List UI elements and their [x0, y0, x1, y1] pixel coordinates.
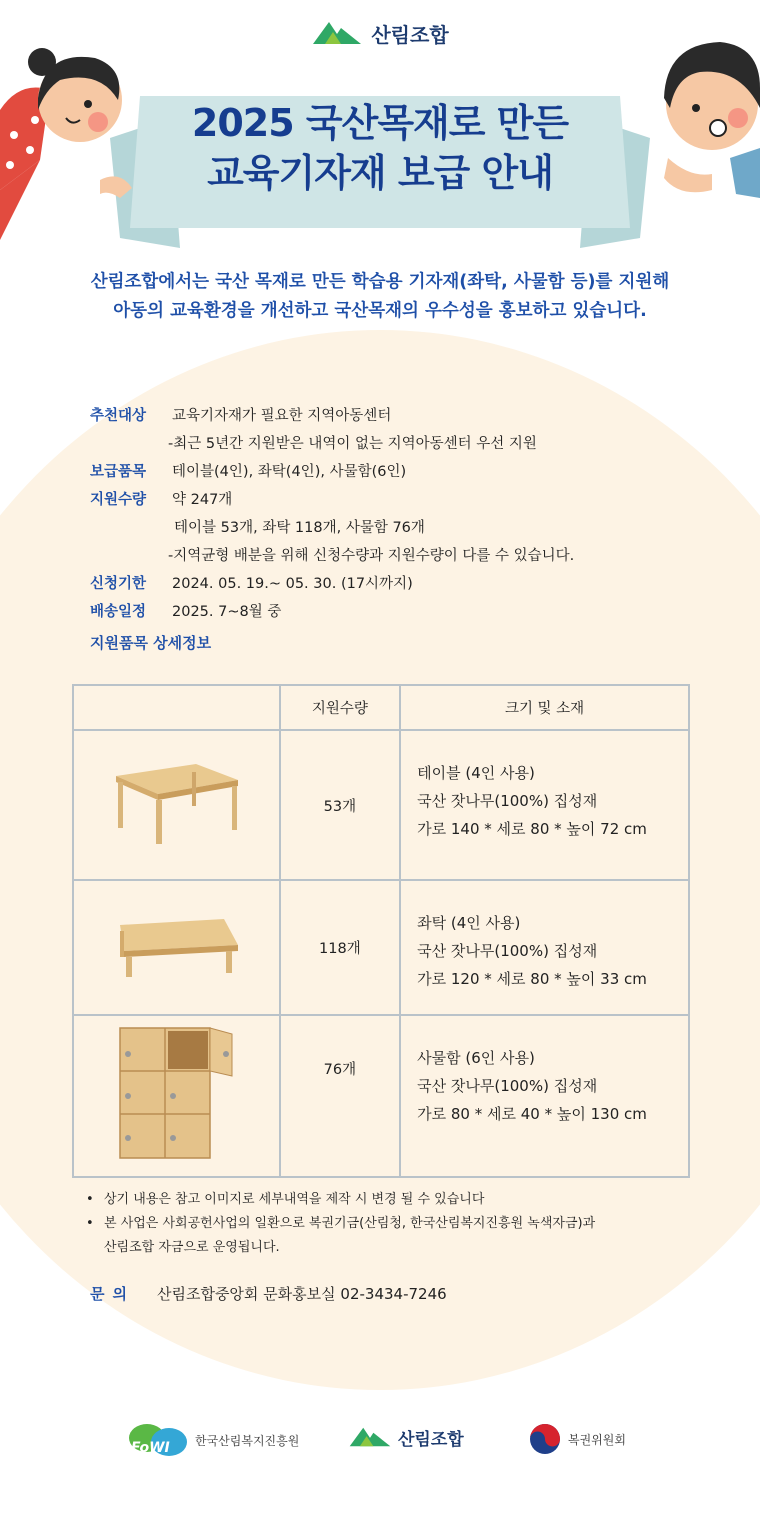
notes-list — [86, 1188, 726, 1260]
note-item: • 본 사업은 사회공헌사업의 일환으로 복권기금(산림청, 한국산림복지진흥원 녹색자금)과 산림조합 자금으로 운영됩니다. — [86, 1212, 726, 1260]
table-image-cell — [73, 730, 280, 880]
page-title: 2025 국산목재로 만든 교육기자재 보급 안내 — [191, 101, 569, 195]
spec-cell: 좌탁 (4인 사용) 국산 잣나무(100%) 집성재 가로 120 * 세로 80 * 높이 33 cm — [400, 880, 689, 1015]
table-image-cell — [73, 880, 280, 1015]
footer-logos — [0, 1410, 760, 1470]
boy-illustration — [640, 28, 760, 238]
spec-cell: 사물함 (6인 사용) 국산 잣나무(100%) 집성재 가로 80 * 세로 40 * 높이 130 cm — [400, 1015, 689, 1177]
table-image-cell — [73, 1015, 280, 1177]
header-spec: 크기 및 소재 — [400, 685, 689, 730]
table-row — [73, 1015, 689, 1177]
info-quantity-note: -지역균형 배분을 위해 신청수량과 지원수량이 다를 수 있습니다. — [168, 548, 575, 564]
logo-text: 산림조합 — [371, 22, 449, 47]
svg-text:FoWI: FoWI — [131, 1440, 170, 1456]
locker-image — [116, 1024, 236, 1164]
fowi-logo-icon — [125, 1420, 189, 1460]
items-table — [72, 684, 690, 1178]
sanlim-footer-logo: 산림조합 — [348, 1424, 464, 1450]
fowi-logo: FoWI 한국산림복지진흥원 — [125, 1420, 299, 1460]
low-table-image — [106, 911, 246, 981]
info-quantity: 지원수량 약 247개 — [90, 492, 233, 508]
table-row — [73, 730, 689, 880]
contact-info — [90, 1283, 447, 1304]
detail-title: 지원품목 상세정보 — [90, 634, 212, 652]
info-items: 보급품목 테이블(4인), 좌탁(4인), 사물함(6인) — [90, 464, 407, 480]
info-delivery: 배송일정 2025. 7~8월 중 — [90, 604, 282, 620]
info-quantity-breakdown: 테이블 53개, 좌탁 118개, 사물함 76개 — [174, 520, 425, 536]
info-target: 추천대상 교육기자재가 필요한 지역아동센터 — [90, 408, 392, 424]
lottery-logo: 복권위원회 — [528, 1422, 626, 1456]
table-image — [106, 758, 246, 848]
header-qty: 지원수량 — [280, 685, 401, 730]
info-target-note: -최근 5년간 지원받은 내역이 없는 지역아동센터 우선 지원 — [168, 436, 537, 452]
qty-cell: 76개 — [280, 1015, 401, 1177]
info-section — [90, 402, 710, 626]
info-period: 신청기한 2024. 05. 19.~ 05. 30. (17시까지) — [90, 576, 413, 592]
note-item: • 상기 내용은 참고 이미지로 세부내역을 제작 시 변경 될 수 있습니다 — [86, 1188, 726, 1212]
table-header-row — [73, 685, 689, 730]
sanlim-logo-icon — [311, 18, 363, 48]
table-row — [73, 880, 689, 1015]
qty-cell: 118개 — [280, 880, 401, 1015]
top-logo — [0, 18, 760, 48]
contact-value: 산림조합중앙회 문화홍보실 02-3434-7246 — [156, 1285, 447, 1303]
intro-text: 산림조합에서는 국산 목재로 만든 학습용 기자재(좌탁, 사물함 등)를 지원해 아동의 교육환경을 개선하고 국산목재의 우수성을 홍보하고 있습니다. — [90, 272, 670, 321]
header-image — [73, 685, 280, 730]
taegeuk-icon — [528, 1422, 562, 1456]
qty-cell: 53개 — [280, 730, 401, 880]
contact-label: 문의 — [90, 1285, 135, 1303]
spec-cell: 테이블 (4인 사용) 국산 잣나무(100%) 집성재 가로 140 * 세로 80 * 높이 72 cm — [400, 730, 689, 880]
sanlim-logo-icon — [348, 1424, 392, 1450]
